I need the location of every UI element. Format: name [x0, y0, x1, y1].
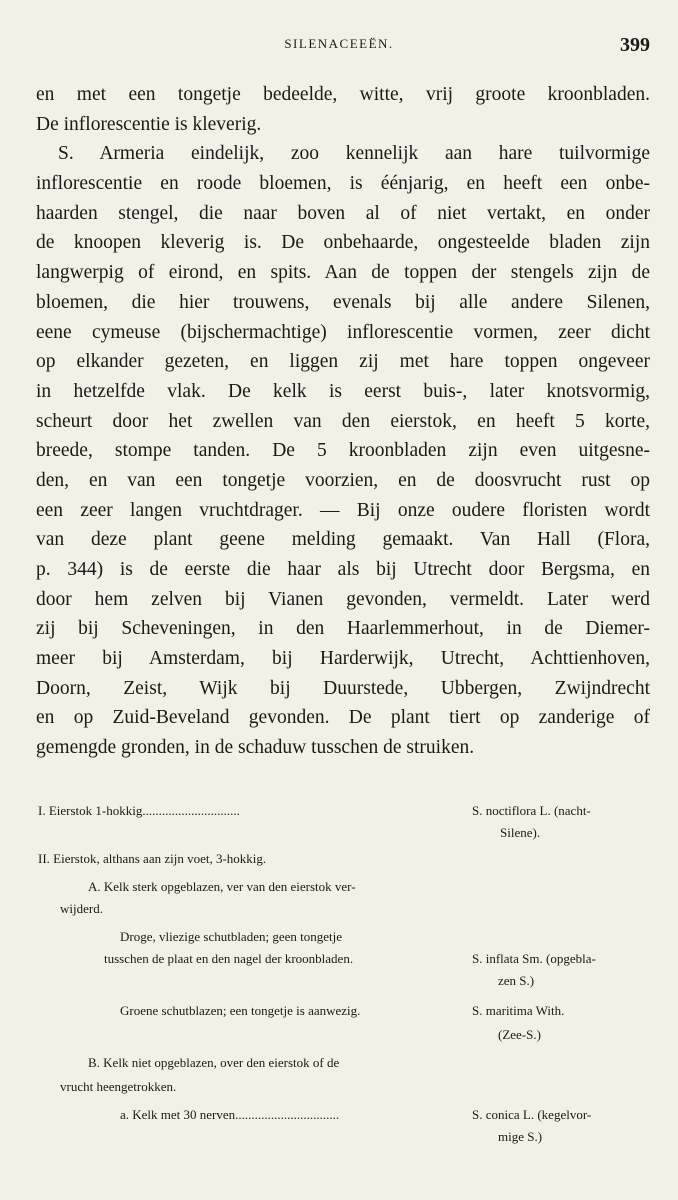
body-text	[36, 80, 650, 763]
text-line: door hem zelven bij Vianen gevonden, vermeldt. Later werd	[36, 588, 650, 610]
text-line: op elkander gezeten, en liggen zij met hare toppen ongeveer	[36, 351, 650, 373]
text-line: een zeer langen vruchtdrager. — Bij onze oudere floristen wordt	[36, 499, 650, 521]
key-species-inflata-cont: zen S.)	[498, 973, 535, 988]
text-line: in hetzelfde vlak. De kelk is eerst buis-, later knotsvormig,	[36, 380, 650, 402]
page-number: 399	[620, 34, 650, 56]
key-entry-A: A. Kelk sterk opgeblazen, ver van den eierstok ver-	[88, 879, 356, 894]
key-species-noctiflora-cont: Silene).	[500, 825, 541, 840]
key-entry-A-cont: wijderd.	[60, 901, 103, 916]
text-line: bloemen, die hier trouwens, evenals bij alle andere Silenen,	[36, 291, 650, 313]
key-species-inflata: S. inflata Sm. (opgebla-	[472, 951, 596, 966]
key-entry-I: I. Eierstok 1-hokkig..............................	[38, 803, 240, 818]
key-entry-B-cont: vrucht heengetrokken.	[60, 1079, 177, 1094]
text-line: scheurt door het zwellen van den eierstok, en heeft 5 korte,	[36, 410, 650, 432]
key-species-maritima-cont: (Zee-S.)	[498, 1027, 541, 1042]
key-entry-II: II. Eierstok, althans aan zijn voet, 3-hokkig.	[38, 851, 267, 866]
key-entry-A1-cont: tusschen de plaat en den nagel der kroonbladen.	[104, 951, 354, 966]
running-head	[0, 34, 678, 58]
key-species-noctiflora: S. noctiflora L. (nacht-	[472, 803, 591, 818]
key-entry-A1: Droge, vliezige schutbladen; geen tongetje	[120, 929, 343, 944]
key-species-maritima: S. maritima With.	[472, 1003, 565, 1018]
text-line: en met een tongetje bedeelde, witte, vrij groote kroonbladen.	[36, 84, 650, 105]
text-line: zij bij Scheveningen, in den Haarlemmerhout, in de Diemer-	[36, 618, 650, 640]
text-line: van deze plant geene melding gemaakt. Van Hall (Flora,	[36, 529, 650, 551]
text-line: De inflorescentie is kleverig.	[36, 113, 262, 135]
key-species-conica: S. conica L. (kegelvor-	[472, 1107, 592, 1122]
key-species-conica-cont: mige S.)	[498, 1129, 543, 1144]
text-line: breede, stompe tanden. De 5 kroonbladen zijn even uitgesne-	[36, 440, 650, 462]
key-entry-B: B. Kelk niet opgeblazen, over den eierstok of de	[88, 1055, 340, 1070]
text-line: de knoopen kleverig is. De onbehaarde, ongesteelde bladen zijn	[36, 232, 650, 254]
text-line: eene cymeuse (bijschermachtige) inflorescentie vormen, zeer dicht	[36, 321, 650, 343]
text-line: inflorescentie en roode bloemen, is éénjarig, en heeft een onbe-	[36, 173, 650, 195]
text-line: Doorn, Zeist, Wijk bij Duurstede, Ubbergen, Zwijndrecht	[36, 677, 650, 699]
text-line: den, en van een tongetje voorzien, en de doosvrucht rust op	[36, 469, 650, 491]
key-entry-A2: Groene schutblazen; een tongetje is aanwezig.	[120, 1003, 361, 1018]
text-line: meer bij Amsterdam, bij Harderwijk, Utrecht, Achttienhoven,	[36, 648, 650, 670]
key-entry-a: a. Kelk met 30 nerven................................	[120, 1107, 340, 1122]
running-title: SILENACEEËN.	[284, 36, 394, 51]
text-line: en op Zuid-Beveland gevonden. De plant tiert op zanderige of	[36, 707, 650, 729]
text-line: langwerpig of eirond, en spits. Aan de toppen der stengels zijn de	[36, 262, 650, 284]
text-line: haarden stengel, die naar boven al of niet vertakt, en onder	[36, 202, 650, 224]
text-line: S. Armeria eindelijk, zoo kennelijk aan hare tuilvormige	[58, 143, 650, 165]
text-line: gemengde gronden, in de schaduw tusschen de struiken.	[36, 737, 475, 759]
text-line: p. 344) is de eerste die haar als bij Utrecht door Bergsma, en	[36, 559, 650, 580]
